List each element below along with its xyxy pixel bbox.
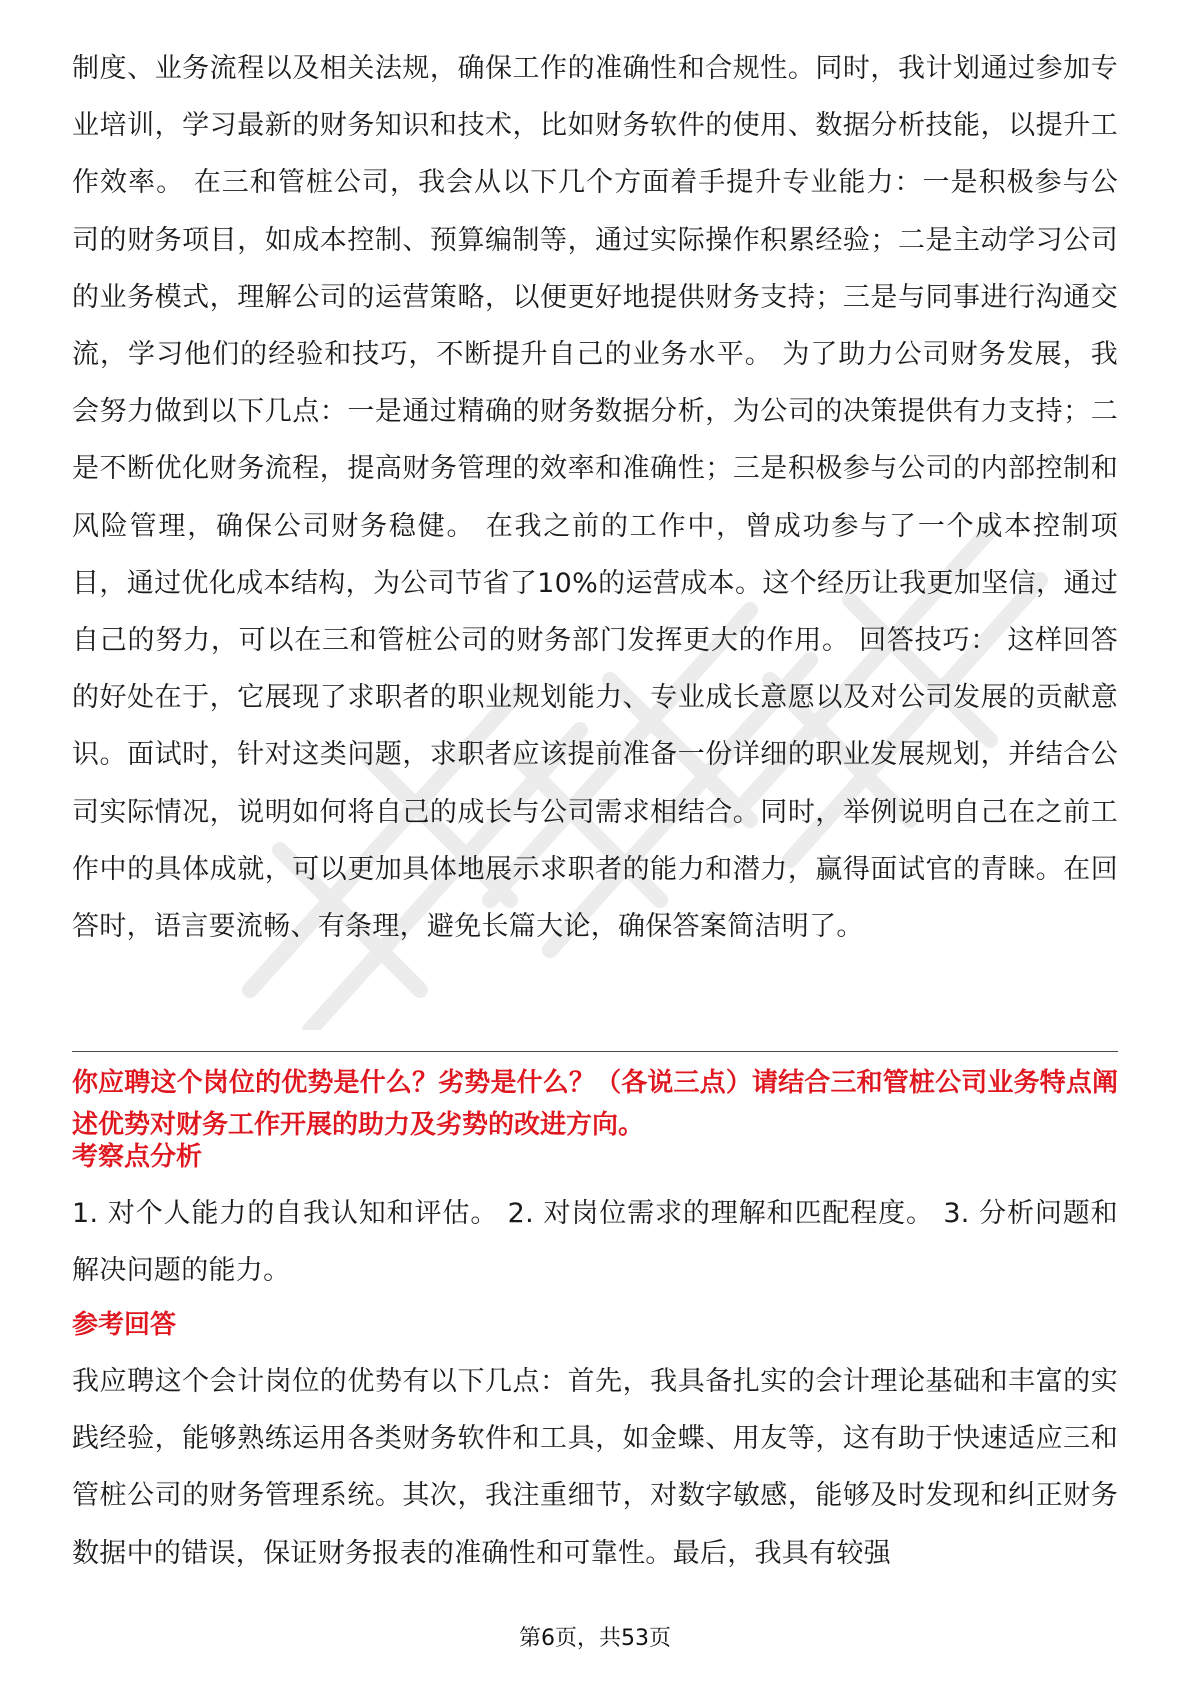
analysis-heading: 考察点分析: [72, 1142, 203, 1172]
answer-text: 我应聘这个会计岗位的优势有以下几点：首先，我具备扎实的会计理论基础和丰富的实践经验，能够熟练运用各类财务软件和工具，如金蝶、用友等，这有助于快速适应三和管桩公司的财务管理系统。其次，我注重细节，对数字敏感，能够及时发现和纠正财务数据中的错误，保证财务报表的准确性和可靠性。最后，我具有较强: [72, 1366, 1118, 1569]
answer-heading: 参考回答: [72, 1310, 177, 1340]
section-divider: [72, 1051, 1118, 1052]
analysis-text: 1. 对个人能力的自我认知和评估。 2. 对岗位需求的理解和匹配程度。 3. 分析问题和解决问题的能力。: [72, 1198, 1118, 1287]
body-content: [72, 40, 1118, 955]
interview-question: 你应聘这个岗位的优势是什么？劣势是什么？（各说三点）请结合三和管桩公司业务特点阐述优势对财务工作开展的助力及劣势的改进方向。: [72, 1068, 1118, 1140]
body-paragraph: 制度、业务流程以及相关法规，确保工作的准确性和合规性。同时，我计划通过参加专业培训，学习最新的财务知识和技术，比如财务软件的使用、数据分析技能，以提升工作效率。 在三和管桩公司，我会从以下几个方面着手提升专业能力：一是积极参与公司的财务项目，如成本控制、预算编制等，通过实际操作积累经验；二是主动学习公司的业务模式，理解公司的运营策略，以便更好地提供财务支持；三是与同事进行沟通交流，学习他们的经验和技巧，不断提升自己的业务水平。 为了助力公司财务发展，我会努力做到以下几点：一是通过精确的财务数据分析，为公司的决策提供有力支持；二是不断优化财务流程，提高财务管理的效率和准确性；三是积极参与公司的内部控制和风险管理，确保公司财务稳健。 在我之前的工作中，曾成功参与了一个成本控制项目，通过优化成本结构，为公司节省了10%的运营成本。这个经历让我更加坚信，通过自己的努力，可以在三和管桩公司的财务部门发挥更大的作用。 回答技巧： 这样回答的好处在于，它展现了求职者的职业规划能力、专业成长意愿以及对公司发展的贡献意识。面试时，针对这类问题，求职者应该提前准备一份详细的职业发展规划，并结合公司实际情况，说明如何将自己的成长与公司需求相结合。同时，举例说明自己在之前工作中的具体成就，可以更加具体地展示求职者的能力和潜力，赢得面试官的青睐。在回答时，语言要流畅、有条理，避免长篇大论，确保答案简洁明了。: [72, 53, 1118, 943]
page-number: 第6页，共53页: [519, 1626, 671, 1651]
